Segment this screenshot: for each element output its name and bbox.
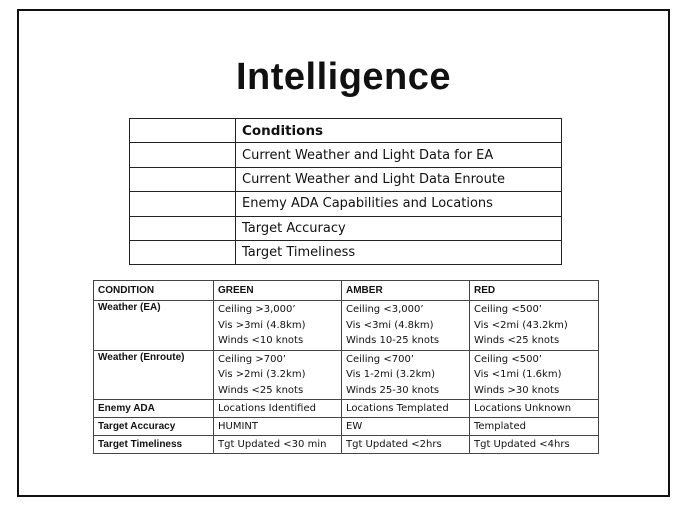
conditions-item: Enemy ADA Capabilities and Locations — [236, 192, 562, 216]
matrix-cell-amber: Locations Templated — [342, 400, 470, 418]
matrix-cell-amber: EW — [342, 418, 470, 436]
conditions-row — [130, 192, 562, 216]
conditions-blank-cell — [130, 167, 236, 191]
matrix-row-label: Target Timeliness — [94, 436, 214, 454]
cell-line: Vis <2mi (43.2km) — [474, 319, 568, 331]
slide-frame — [17, 9, 670, 497]
cell-line: Vis >2mi (3.2km) — [218, 369, 306, 380]
cell-line: Ceiling <500’ — [474, 304, 542, 315]
matrix-cell-amber: Tgt Updated <2hrs — [342, 436, 470, 454]
condition-matrix-table — [93, 280, 599, 454]
matrix-cell-amber — [342, 301, 470, 351]
conditions-item: Target Accuracy — [236, 216, 562, 240]
matrix-row-label: Weather (Enroute) — [94, 350, 214, 400]
matrix-row-label: Target Accuracy — [94, 418, 214, 436]
conditions-item: Target Timeliness — [236, 240, 562, 264]
matrix-header-amber: AMBER — [342, 281, 470, 301]
matrix-row-weather-enroute — [94, 350, 599, 400]
cell-line: Winds >30 knots — [474, 384, 560, 396]
conditions-blank-cell — [130, 192, 236, 216]
matrix-row-target-accuracy — [94, 418, 599, 436]
conditions-blank-cell — [130, 240, 236, 264]
matrix-cell-red — [470, 350, 599, 400]
cell-line: Ceiling >700’ — [218, 353, 286, 365]
cell-line: Vis 1-2mi (3.2km) — [346, 369, 436, 380]
matrix-cell-green — [214, 301, 342, 351]
matrix-header-row — [94, 281, 599, 301]
cell-line: Ceiling <3,000’ — [346, 304, 424, 315]
conditions-row — [130, 216, 562, 240]
cell-line: Ceiling <700’ — [346, 353, 414, 365]
matrix-cell-red — [470, 301, 599, 351]
conditions-row — [130, 240, 562, 264]
matrix-row-enemy-ada — [94, 400, 599, 418]
matrix-cell-green — [214, 350, 342, 400]
conditions-item: Current Weather and Light Data for EA — [236, 143, 562, 167]
matrix-cell-red: Locations Unknown — [470, 400, 599, 418]
cell-line: Ceiling >3,000’ — [218, 304, 296, 315]
cell-line: Vis <3mi (4.8km) — [346, 319, 434, 331]
conditions-row — [130, 167, 562, 191]
conditions-blank-cell — [130, 216, 236, 240]
cell-line: Ceiling <500’ — [474, 353, 542, 365]
matrix-row-target-timeliness — [94, 436, 599, 454]
matrix-header-condition: CONDITION — [94, 281, 214, 301]
conditions-row — [130, 143, 562, 167]
matrix-row-weather-ea — [94, 301, 599, 351]
matrix-cell-amber — [342, 350, 470, 400]
cell-line: Winds <10 knots — [218, 335, 304, 346]
matrix-cell-green: Locations Identified — [214, 400, 342, 418]
matrix-row-label: Weather (EA) — [94, 301, 214, 351]
matrix-header-red: RED — [470, 281, 599, 301]
conditions-item: Current Weather and Light Data Enroute — [236, 167, 562, 191]
matrix-cell-red: Tgt Updated <4hrs — [470, 436, 599, 454]
cell-line: Winds 10-25 knots — [346, 335, 440, 346]
matrix-row-label: Enemy ADA — [94, 400, 214, 418]
conditions-blank-cell — [130, 143, 236, 167]
cell-line: Vis >3mi (4.8km) — [218, 319, 306, 331]
cell-line: Winds 25-30 knots — [346, 384, 440, 396]
cell-line: Vis <1mi (1.6km) — [474, 369, 562, 380]
conditions-header: Conditions — [236, 119, 562, 143]
slide-title: Intelligence — [235, 56, 452, 98]
matrix-cell-green: Tgt Updated <30 min — [214, 436, 342, 454]
cell-line: Winds <25 knots — [474, 335, 560, 346]
matrix-header-green: GREEN — [214, 281, 342, 301]
conditions-table — [129, 118, 562, 265]
conditions-blank-cell — [130, 119, 236, 143]
matrix-cell-green: HUMINT — [214, 418, 342, 436]
cell-line: Winds <25 knots — [218, 384, 304, 396]
matrix-cell-red: Templated — [470, 418, 599, 436]
conditions-header-row — [130, 119, 562, 143]
